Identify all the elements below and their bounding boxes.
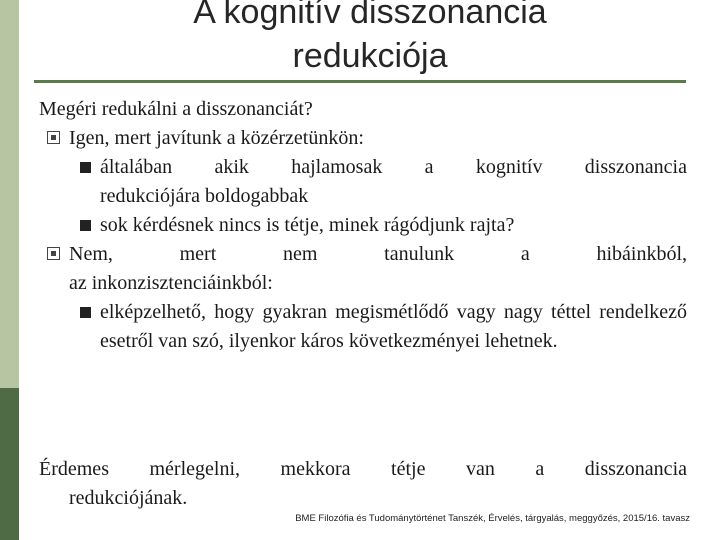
square-bullet-icon <box>47 247 60 260</box>
subitem-happier <box>39 153 687 211</box>
list-item-no <box>39 240 687 298</box>
list-item-no-line-1: Nem, mert nem tanulunk a hibáinkból, <box>69 243 687 265</box>
square-bullet-icon <box>47 131 60 144</box>
side-decoration-band <box>0 0 19 540</box>
subitem-consequences <box>39 298 687 356</box>
side-band-light <box>0 0 19 388</box>
closing-line-1: Érdemes mérlegelni, mekkora tétje van a disszonancia <box>39 458 687 480</box>
list-item-no-line-2: az inkonzisztenciáinkból: <box>69 272 273 294</box>
subitem-no-stakes <box>39 211 687 240</box>
list-item-yes-label: Igen, mert javítunk a közérzetünkön: <box>69 127 364 149</box>
subitem-happier-line-2: redukciójára boldogabbak <box>100 185 309 207</box>
closing-line-2: redukciójának. <box>69 487 188 509</box>
slide-body <box>39 95 687 356</box>
title-line-1: A kognitív disszonancia <box>193 0 547 31</box>
closing-statement <box>39 455 687 513</box>
title-divider <box>34 80 686 83</box>
subitem-happier-line-1: általában akik hajlamosak a kognitív disszonancia <box>100 156 687 178</box>
subitem-no-stakes-text: sok kérdésnek nincs is tétje, minek rágódjunk rajta? <box>100 214 515 236</box>
side-band-dark <box>0 388 19 540</box>
footer-credit: BME Filozófia és Tudománytörténet Tanszék, Érvelés, tárgyalás, meggyőzés, 2015/16. tavasz <box>295 513 690 524</box>
filled-square-bullet-icon <box>80 307 91 318</box>
question-text: Megéri redukálni a disszonanciát? <box>39 98 313 120</box>
title-line-2: redukciója <box>292 37 448 75</box>
slide-title <box>40 0 700 78</box>
filled-square-bullet-icon <box>80 220 91 231</box>
filled-square-bullet-icon <box>80 162 91 173</box>
list-item-yes <box>39 124 687 153</box>
subitem-consequences-text: elképzelhető, hogy gyakran megismétlődő vagy nagy téttel rendelkező esetről van szó, ilyenkor káros következményei lehetnek. <box>100 301 687 352</box>
